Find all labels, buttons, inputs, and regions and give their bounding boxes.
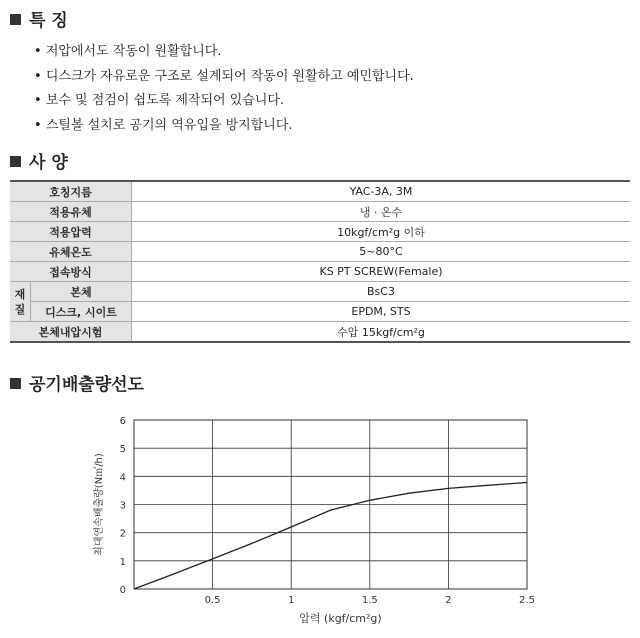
spec-row	[10, 302, 630, 322]
y-tick-label: 5	[119, 444, 126, 456]
y-axis-label: 최대연속배출량(N㎥/h)	[94, 453, 105, 556]
features-heading	[10, 6, 68, 31]
y-tick-label: 4	[119, 472, 126, 484]
x-tick-label: 2	[445, 595, 452, 606]
spec-value: 수압 15kgf/cm²g	[132, 322, 631, 343]
spec-label: 접속방식	[10, 262, 132, 282]
spec-row	[10, 262, 630, 282]
material-group-label: 재 질	[10, 282, 31, 322]
features-title: 특 징	[29, 11, 68, 31]
spec-table	[10, 180, 630, 343]
spec-value: 10kgf/cm²g 이하	[132, 222, 631, 242]
spec-row	[10, 322, 630, 343]
y-tick-label: 3	[119, 500, 126, 512]
spec-row	[10, 242, 630, 262]
x-tick-label: 2.5	[519, 595, 535, 606]
x-tick-label: 1	[288, 595, 295, 606]
spec-label: 본체	[31, 282, 132, 302]
y-tick-label: 6	[119, 416, 126, 427]
spec-label: 유체온도	[10, 242, 132, 262]
spec-label: 본체내압시험	[10, 322, 132, 343]
x-tick-label: 0.5	[204, 595, 221, 606]
chart-title: 공기배출량선도	[29, 375, 144, 395]
spec-label: 호칭지름	[10, 181, 132, 202]
y-tick-label: 2	[119, 528, 126, 540]
chart-heading	[10, 370, 144, 395]
spec-row	[10, 282, 630, 302]
x-axis-label: 압력 (kgf/cm²g)	[299, 612, 382, 625]
feature-item: • 디스크가 자유로운 구조로 설계되어 작동이 원활하고 예민합니다.	[34, 65, 414, 90]
feature-item: • 스틸볼 설치로 공기의 역유입을 방지합니다.	[34, 114, 414, 139]
spec-row	[10, 202, 630, 222]
y-tick-label: 1	[119, 556, 126, 568]
spec-row	[10, 222, 630, 242]
features-list	[34, 40, 414, 138]
spec-title: 사 양	[29, 153, 68, 173]
spec-row	[10, 181, 630, 202]
y-tick-label: 0	[119, 585, 126, 596]
spec-label: 적용압력	[10, 222, 132, 242]
feature-item: • 저압에서도 작동이 원활합니다.	[34, 40, 414, 65]
spec-value: YAC-3A, 3M	[132, 181, 631, 202]
spec-value: EPDM, STS	[132, 302, 631, 322]
feature-item: • 보수 및 점검이 쉽도록 제작되어 있습니다.	[34, 89, 414, 114]
spec-value: BsC3	[132, 282, 631, 302]
square-bullet-icon	[10, 378, 21, 389]
air-discharge-chart	[0, 400, 640, 638]
x-tick-label: 1.5	[361, 595, 378, 606]
square-bullet-icon	[10, 156, 21, 167]
square-bullet-icon	[10, 14, 21, 25]
spec-value: 냉 · 온수	[132, 202, 631, 222]
spec-value: 5~80°C	[132, 242, 631, 262]
spec-label: 디스크, 시이트	[31, 302, 132, 322]
spec-label: 적용유체	[10, 202, 132, 222]
spec-heading	[10, 148, 68, 173]
spec-value: KS PT SCREW(Female)	[132, 262, 631, 282]
